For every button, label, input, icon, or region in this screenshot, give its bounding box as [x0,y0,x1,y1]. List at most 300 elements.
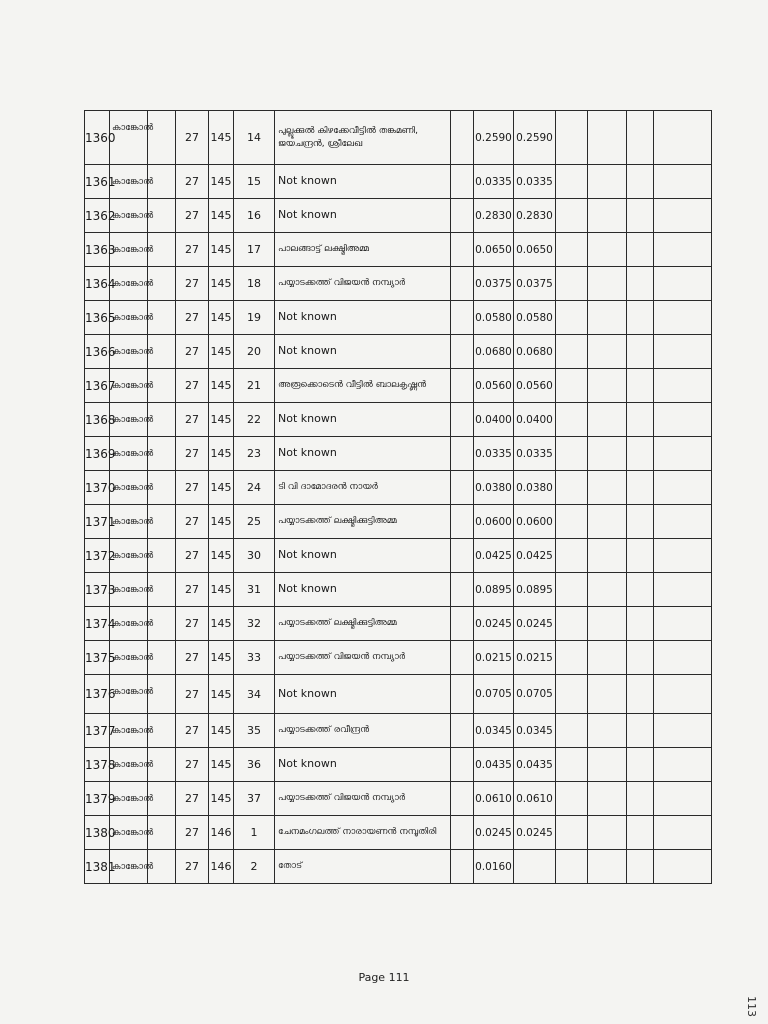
acquired-area-cell: 0.0435 [514,748,556,782]
blank-cell [451,748,474,782]
serial-number-cell: 1362 [85,199,110,233]
survey-number-cell: 145 [209,301,234,335]
acquired-area-cell: 0.0600 [514,505,556,539]
area-cell: 0.0375 [474,267,514,301]
table-row [85,165,712,199]
owner-name-cell: ചേനമംഗലത്ത് നാരായണൻ നമ്പൂതിരി [275,816,451,850]
blank-cell [556,437,588,471]
block-number-cell: 27 [176,714,209,748]
subdivision-number-cell: 24 [234,471,275,505]
table-row [85,437,712,471]
subdivision-number-cell: 21 [234,369,275,403]
blank-cell [556,165,588,199]
subdivision-number-cell: 25 [234,505,275,539]
serial-number-cell: 1371 [85,505,110,539]
blank-cell [627,267,654,301]
owner-name-cell: ടി വി ദാമോദരൻ നായർ [275,471,451,505]
blank-cell [588,437,627,471]
survey-number-cell: 145 [209,111,234,165]
block-number-cell: 27 [176,607,209,641]
table-row [85,233,712,267]
acquired-area-cell: 0.0680 [514,335,556,369]
village-cell: കാങ്കോൽ [110,748,148,782]
owner-name-cell: അരൂക്കൊടെൻ വീട്ടിൽ ബാലകൃഷ്ണൻ [275,369,451,403]
blank-cell [654,850,712,884]
serial-number-cell: 1366 [85,335,110,369]
subdivision-number-cell: 1 [234,816,275,850]
owner-name-cell: Not known [275,539,451,573]
survey-number-cell: 146 [209,816,234,850]
blank-cell [654,369,712,403]
blank-cell [556,267,588,301]
blank-cell [588,199,627,233]
village-cell: കാങ്കോൽ [110,850,148,884]
serial-number-cell: 1373 [85,573,110,607]
block-number-cell: 27 [176,165,209,199]
subdivision-number-cell: 37 [234,782,275,816]
blank-cell [556,471,588,505]
acquired-area-cell: 0.0335 [514,165,556,199]
acquired-area-cell: 0.0245 [514,607,556,641]
acquired-area-cell: 0.0345 [514,714,556,748]
serial-number-cell: 1376 [85,675,110,714]
blank-cell [654,714,712,748]
acquired-area-cell: 0.0375 [514,267,556,301]
survey-number-cell: 145 [209,437,234,471]
blank-cell [627,782,654,816]
blank-cell [588,714,627,748]
blank-cell [556,573,588,607]
village-cell: കാങ്കോൽ [110,782,148,816]
blank-cell [588,165,627,199]
acquired-area-cell: 0.0895 [514,573,556,607]
blank-cell [627,335,654,369]
block-number-cell: 27 [176,369,209,403]
blank-cell [451,816,474,850]
blank-cell [654,675,712,714]
owner-name-cell: തോട് [275,850,451,884]
serial-number-cell: 1365 [85,301,110,335]
owner-name-cell: പാലങ്ങാട്ട് ലക്ഷ്മിഅമ്മ [275,233,451,267]
blank-cell [654,111,712,165]
owner-name-cell: പയ്യാടക്കത്ത് വിജയൻ നമ്പ്യാർ [275,267,451,301]
village-cell: കാങ്കോൽ [110,505,148,539]
subdivision-number-cell: 15 [234,165,275,199]
blank-cell [627,111,654,165]
table-row [85,816,712,850]
owner-name-cell: പയ്യാടക്കത്ത് ലക്ഷ്മിക്കുട്ടിഅമ്മ [275,607,451,641]
table-row [85,267,712,301]
area-cell: 0.0600 [474,505,514,539]
blank-cell [654,233,712,267]
acquired-area-cell: 0.0380 [514,471,556,505]
survey-number-cell: 145 [209,199,234,233]
blank-cell [556,111,588,165]
area-cell: 0.0610 [474,782,514,816]
blank-cell [451,714,474,748]
blank-cell [654,505,712,539]
blank-cell [556,403,588,437]
acquired-area-cell: 0.0425 [514,539,556,573]
area-cell: 0.0345 [474,714,514,748]
survey-number-cell: 146 [209,850,234,884]
village-cell: കാങ്കോൽ [110,369,148,403]
survey-number-cell: 145 [209,369,234,403]
owner-name-cell: Not known [275,165,451,199]
survey-number-cell: 145 [209,335,234,369]
blank-cell [627,505,654,539]
blank-cell [654,335,712,369]
survey-number-cell: 145 [209,403,234,437]
village-cell: കാങ്കോൽ [110,403,148,437]
table-row [85,850,712,884]
block-number-cell: 27 [176,675,209,714]
blank-cell [451,199,474,233]
blank-cell [588,111,627,165]
blank-cell [451,233,474,267]
table-row [85,505,712,539]
blank-cell [654,539,712,573]
village-cell: കാങ്കോൽ [110,607,148,641]
blank-cell [588,403,627,437]
serial-number-cell: 1370 [85,471,110,505]
blank-cell [627,403,654,437]
serial-number-cell: 1379 [85,782,110,816]
blank-cell [588,782,627,816]
serial-number-cell: 1372 [85,539,110,573]
blank-cell [654,403,712,437]
acquired-area-cell [514,850,556,884]
serial-number-cell: 1375 [85,641,110,675]
block-number-cell: 27 [176,199,209,233]
area-cell: 0.0215 [474,641,514,675]
blank-cell [556,607,588,641]
blank-cell [654,607,712,641]
survey-number-cell: 145 [209,714,234,748]
acquired-area-cell: 0.0610 [514,782,556,816]
serial-number-cell: 1360 [85,111,110,165]
blank-cell [588,539,627,573]
blank-cell [556,641,588,675]
acquired-area-cell: 0.0650 [514,233,556,267]
survey-number-cell: 145 [209,748,234,782]
table-row [85,675,712,714]
serial-number-cell: 1374 [85,607,110,641]
blank-cell [627,850,654,884]
area-cell: 0.0245 [474,816,514,850]
blank-cell [588,675,627,714]
subdivision-number-cell: 18 [234,267,275,301]
owner-name-cell: Not known [275,403,451,437]
blank-cell [627,675,654,714]
area-cell: 0.0580 [474,301,514,335]
table-row [85,301,712,335]
blank-cell [588,748,627,782]
area-cell: 0.0160 [474,850,514,884]
block-number-cell: 27 [176,267,209,301]
blank-cell [451,607,474,641]
blank-cell [451,267,474,301]
survey-number-cell: 145 [209,471,234,505]
table-row [85,111,712,165]
block-number-cell: 27 [176,301,209,335]
village-cell: കാങ്കോൽ [110,471,148,505]
acquired-area-cell: 0.0245 [514,816,556,850]
block-number-cell: 27 [176,850,209,884]
serial-number-cell: 1380 [85,816,110,850]
block-number-cell: 27 [176,539,209,573]
blank-cell [451,111,474,165]
village-cell: കാങ്കോൽ [110,816,148,850]
area-cell: 0.0245 [474,607,514,641]
blank-cell [451,641,474,675]
blank-cell [627,539,654,573]
blank-cell [654,165,712,199]
area-cell: 0.0650 [474,233,514,267]
area-cell: 0.0895 [474,573,514,607]
blank-cell [654,301,712,335]
owner-name-cell: പയ്യാടക്കത്ത് ലക്ഷ്മിക്കുട്ടിഅമ്മ [275,505,451,539]
blank-cell [556,850,588,884]
blank-cell [654,816,712,850]
subdivision-number-cell: 32 [234,607,275,641]
blank-cell [627,714,654,748]
subdivision-number-cell: 20 [234,335,275,369]
subdivision-number-cell: 34 [234,675,275,714]
owner-name-cell: Not known [275,437,451,471]
village-cell: കാങ്കോൽ [110,539,148,573]
survey-number-cell: 145 [209,641,234,675]
acquired-area-cell: 0.0560 [514,369,556,403]
blank-cell [588,850,627,884]
subdivision-number-cell: 30 [234,539,275,573]
blank-cell [588,505,627,539]
village-cell: കാങ്കോൽ [110,165,148,199]
area-cell: 0.0560 [474,369,514,403]
owner-name-cell: Not known [275,573,451,607]
owner-name-cell: Not known [275,199,451,233]
serial-number-cell: 1381 [85,850,110,884]
table-row [85,539,712,573]
blank-cell [451,782,474,816]
blank-cell [588,369,627,403]
serial-number-cell: 1367 [85,369,110,403]
blank-cell [654,641,712,675]
blank-cell [654,471,712,505]
owner-name-cell: Not known [275,675,451,714]
survey-number-cell: 145 [209,675,234,714]
block-number-cell: 27 [176,641,209,675]
area-cell: 0.0680 [474,335,514,369]
serial-number-cell: 1364 [85,267,110,301]
acquired-area-cell: 0.0335 [514,437,556,471]
owner-name-cell: Not known [275,335,451,369]
blank-cell [627,233,654,267]
blank-cell [451,437,474,471]
area-cell: 0.2590 [474,111,514,165]
blank-cell [627,471,654,505]
subdivision-number-cell: 36 [234,748,275,782]
blank-cell [556,369,588,403]
subdivision-number-cell: 23 [234,437,275,471]
village-cell: കാങ്കോൽ [110,437,148,471]
area-cell: 0.0380 [474,471,514,505]
serial-number-cell: 1361 [85,165,110,199]
village-cell: കാങ്കോൽ [110,641,148,675]
area-cell: 0.0705 [474,675,514,714]
blank-cell [588,233,627,267]
blank-cell [556,748,588,782]
village-cell: കാങ്കോൽ [110,714,148,748]
blank-cell [627,573,654,607]
village-cell: കാങ്കോൽ [110,301,148,335]
blank-cell [588,607,627,641]
village-cell: കാങ്കോൽ [110,199,148,233]
blank-cell [451,369,474,403]
blank-cell [588,267,627,301]
blank-cell [556,301,588,335]
blank-cell [588,335,627,369]
survey-number-cell: 145 [209,782,234,816]
serial-number-cell: 1378 [85,748,110,782]
blank-cell [627,641,654,675]
village-cell: കാങ്കോൽ [110,111,148,165]
subdivision-number-cell: 16 [234,199,275,233]
block-number-cell: 27 [176,437,209,471]
blank-cell [627,607,654,641]
blank-cell [588,573,627,607]
block-number-cell: 27 [176,573,209,607]
subdivision-number-cell: 17 [234,233,275,267]
blank-cell [556,505,588,539]
blank-cell [627,816,654,850]
block-number-cell: 27 [176,335,209,369]
blank-cell [627,437,654,471]
blank-cell [627,748,654,782]
owner-name-cell: പയ്യാടക്കത്ത് രവീന്ദ്രൻ [275,714,451,748]
blank-cell [627,301,654,335]
subdivision-number-cell: 22 [234,403,275,437]
blank-cell [654,267,712,301]
blank-cell [451,850,474,884]
village-cell: കാങ്കോൽ [110,233,148,267]
area-cell: 0.0425 [474,539,514,573]
block-number-cell: 27 [176,748,209,782]
blank-cell [588,641,627,675]
table-row [85,607,712,641]
block-number-cell: 27 [176,782,209,816]
blank-cell [654,782,712,816]
blank-cell [451,165,474,199]
blank-cell [654,437,712,471]
table-row [85,335,712,369]
blank-cell [556,233,588,267]
subdivision-number-cell: 33 [234,641,275,675]
subdivision-number-cell: 31 [234,573,275,607]
blank-cell [627,165,654,199]
blank-cell [556,714,588,748]
table-body [85,111,712,884]
area-cell: 0.0400 [474,403,514,437]
survey-number-cell: 145 [209,233,234,267]
blank-cell [556,199,588,233]
serial-number-cell: 1368 [85,403,110,437]
table-row [85,782,712,816]
block-number-cell: 27 [176,233,209,267]
owner-name-cell: പയ്യാടക്കത്ത് വിജയൻ നമ്പ്യാർ [275,782,451,816]
blank-cell [627,369,654,403]
survey-number-cell: 145 [209,165,234,199]
acquired-area-cell: 0.0705 [514,675,556,714]
blank-cell [451,539,474,573]
blank-cell [451,471,474,505]
village-cell: കാങ്കോൽ [110,573,148,607]
blank-cell [588,816,627,850]
acquired-area-cell: 0.0400 [514,403,556,437]
table-row [85,471,712,505]
serial-number-cell: 1363 [85,233,110,267]
owner-name-cell: Not known [275,748,451,782]
table-row [85,748,712,782]
table-row [85,714,712,748]
serial-number-cell: 1369 [85,437,110,471]
subdivision-number-cell: 19 [234,301,275,335]
serial-number-cell: 1377 [85,714,110,748]
block-number-cell: 27 [176,111,209,165]
blank-cell [654,199,712,233]
acquired-area-cell: 0.2590 [514,111,556,165]
blank-cell [556,675,588,714]
survey-number-cell: 145 [209,539,234,573]
survey-number-cell: 145 [209,267,234,301]
block-number-cell: 27 [176,471,209,505]
blank-cell [556,335,588,369]
blank-cell [451,675,474,714]
subdivision-number-cell: 14 [234,111,275,165]
blank-cell [588,471,627,505]
table-row [85,369,712,403]
blank-cell [451,301,474,335]
margin-page-number: 113 [745,996,758,1017]
area-cell: 0.2830 [474,199,514,233]
blank-cell [451,403,474,437]
area-cell: 0.0335 [474,437,514,471]
subdivision-number-cell: 35 [234,714,275,748]
owner-name-cell: പുല്ലൂക്കുൽ കിഴക്കേവീട്ടിൽ തങ്കമണി, ജയചന്ദ്രൻ, ശ്രീലേഖ [275,111,451,165]
land-records-table [84,110,712,884]
blank-cell [654,748,712,782]
blank-cell [451,505,474,539]
acquired-area-cell: 0.0215 [514,641,556,675]
village-cell: കാങ്കോൽ [110,335,148,369]
table-row [85,403,712,437]
survey-number-cell: 145 [209,505,234,539]
survey-number-cell: 145 [209,573,234,607]
blank-cell [451,573,474,607]
blank-cell [451,335,474,369]
acquired-area-cell: 0.0580 [514,301,556,335]
block-number-cell: 27 [176,816,209,850]
blank-cell [627,199,654,233]
block-number-cell: 27 [176,505,209,539]
table-row [85,199,712,233]
table-row [85,641,712,675]
page-number-label: Page 111 [358,971,410,984]
blank-cell [148,111,176,165]
survey-number-cell: 145 [209,607,234,641]
blank-cell [588,301,627,335]
village-cell: കാങ്കോൽ [110,675,148,714]
